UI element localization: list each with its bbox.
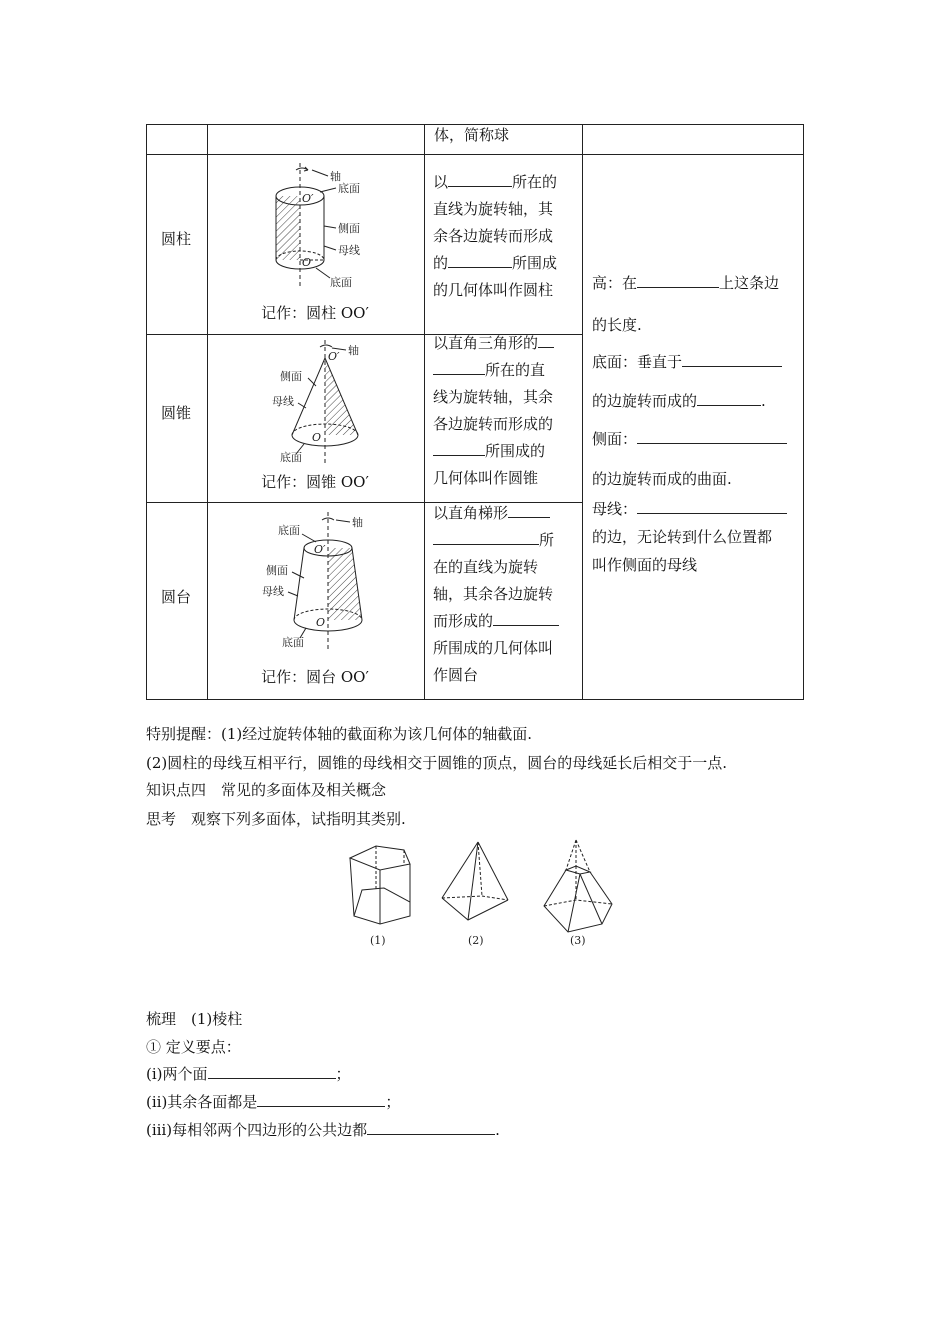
cylinder-o-label: O [302,256,312,269]
frustum-top-label: 底面 [278,524,300,537]
polyhedron-3 [544,840,612,932]
cylinder-name: 圆柱 [160,230,191,248]
frustum-desc: 以直角梯形 所 在的直线为旋转 轴，其余各边旋转 而形成的 所围成的几何体叫 作圆台 [433,500,578,689]
cylinder-figure [250,158,380,288]
sphere-desc-tail: 体，简称球 [434,126,510,144]
frustum-o1-label: O′ [314,543,326,556]
polyhedron-1 [350,846,410,924]
cone-desc: 以直角三角形的 所在的直 线为旋转轴，其余 各边旋转而形成的 所围成的 几何体叫作圆锥 [433,334,554,487]
outline-i: (ⅰ)两个面 ； [146,1065,351,1083]
frustum-gen-label: 母线 [262,585,284,598]
cylinder-bottom-label: 底面 [330,276,352,288]
outline-ii: (ⅱ)其余各面都是 ； [146,1093,401,1111]
outline-iii: (ⅲ)每相邻两个四边形的公共边都 . [146,1121,500,1139]
cylinder-o1-label: O′ [302,192,314,205]
figure-cap-1: (1) [370,934,386,947]
cylinder-note: 记作：圆柱 OO′ [261,304,369,322]
frustum-name: 圆台 [160,588,191,606]
cone-gen-label: 母线 [272,395,294,408]
cone-side-label: 侧面 [280,370,302,383]
cylinder-desc: 以 所在的 直线为旋转轴，其 余各边旋转而形成 的 所围成 的几何体叫作圆柱 [433,173,558,299]
cone-bottom-label: 底面 [280,451,302,464]
frustum-o-label: O [316,616,326,629]
outline-title: 梳理 (1)棱柱 [146,1010,243,1028]
frustum-axis-label: 轴 [352,516,363,529]
cone-figure [270,338,390,468]
tip-2: (2)圆柱的母线互相平行，圆锥的母线相交于圆锥的顶点，圆台的母线延长后相交于一点. [146,754,728,772]
think-prompt: 思考 观察下列多面体，试指明其类别. [146,810,406,828]
cone-note: 记作：圆锥 OO′ [261,473,369,491]
frustum-bottom-label: 底面 [282,636,304,649]
cone-name: 圆锥 [160,404,191,422]
tip-1: 特别提醒：(1)经过旋转体轴的截面称为该几何体的轴截面. [146,725,533,743]
polyhedra-figure [336,836,616,952]
frustum-note: 记作：圆台 OO′ [261,668,369,686]
figure-cap-2: (2) [468,934,484,947]
cylinder-top-label: 底面 [338,182,360,195]
frustum-side-label: 侧面 [266,564,288,577]
cylinder-side-label: 侧面 [338,222,360,235]
polyhedron-2 [442,842,508,920]
cylinder-gen-label: 母线 [338,244,360,257]
cylinder-axis-label: 轴 [330,170,341,183]
frustum-figure [262,508,392,654]
section-title: 知识点四 常见的多面体及相关概念 [146,781,387,799]
cone-o-label: O [312,431,322,444]
cone-o1-label: O′ [328,350,340,363]
outline-def: ① 定义要点： [146,1038,241,1056]
figure-cap-3: (3) [570,934,586,947]
cone-axis-label: 轴 [348,344,359,357]
